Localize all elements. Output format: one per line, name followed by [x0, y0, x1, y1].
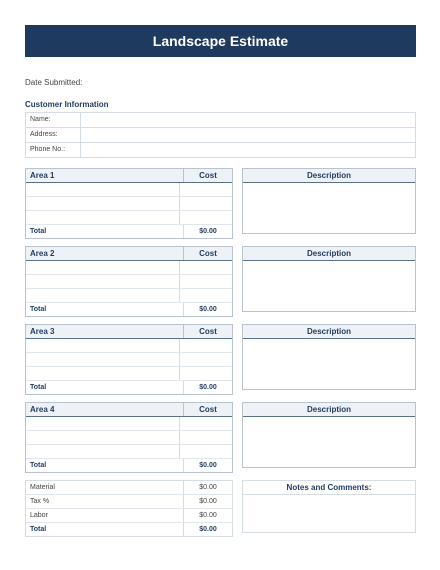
- cost-cell[interactable]: [180, 261, 232, 274]
- notes-box[interactable]: [242, 480, 416, 533]
- area-1-table: [25, 168, 233, 239]
- area-total-row: [26, 303, 232, 316]
- area-header: [26, 325, 232, 339]
- tax-label: Tax %: [26, 495, 184, 508]
- area-row: [26, 417, 232, 431]
- item-cell[interactable]: [26, 417, 180, 430]
- title-banner: [25, 25, 416, 57]
- description-header: Description: [243, 403, 415, 417]
- grand-total-value: $0.00: [199, 526, 217, 533]
- total-label: Total: [26, 459, 184, 472]
- area-name: Area 1: [26, 169, 184, 182]
- name-label: Name:: [26, 113, 81, 127]
- summary-row-material: [26, 481, 232, 495]
- area-total-row: [26, 381, 232, 394]
- area-1-description[interactable]: [242, 168, 416, 234]
- area-row: [26, 339, 232, 353]
- total-value: $0.00: [199, 306, 217, 313]
- area-name: Area 2: [26, 247, 184, 260]
- item-cell[interactable]: [26, 289, 180, 302]
- cost-cell[interactable]: [180, 339, 232, 352]
- cost-cell[interactable]: [180, 445, 232, 458]
- cost-header: Cost: [199, 327, 217, 336]
- address-label: Address:: [26, 128, 81, 142]
- area-total-row: [26, 459, 232, 472]
- item-cell[interactable]: [26, 197, 180, 210]
- area-2-description[interactable]: [242, 246, 416, 312]
- customer-row-phone: [26, 143, 415, 157]
- page-title: Landscape Estimate: [152, 33, 289, 49]
- name-field[interactable]: [81, 113, 415, 127]
- tax-value: $0.00: [199, 498, 217, 505]
- cost-cell[interactable]: [180, 275, 232, 288]
- total-label: Total: [26, 225, 184, 238]
- description-header: Description: [243, 169, 415, 183]
- total-value: $0.00: [199, 228, 217, 235]
- area-row: [26, 183, 232, 197]
- summary-row-total: [26, 523, 232, 536]
- area-row: [26, 353, 232, 367]
- cost-cell[interactable]: [180, 211, 232, 224]
- area-4-table: [25, 402, 233, 473]
- total-label: Total: [26, 381, 184, 394]
- area-header: [26, 403, 232, 417]
- area-row: [26, 261, 232, 275]
- area-2-table: [25, 246, 233, 317]
- customer-info-title: Customer Information: [25, 100, 109, 109]
- summary-table: [25, 480, 233, 537]
- area-total-row: [26, 225, 232, 238]
- notes-header: Notes and Comments:: [243, 481, 415, 495]
- material-value: $0.00: [199, 484, 217, 491]
- item-cell[interactable]: [26, 445, 180, 458]
- customer-row-name: [26, 113, 415, 128]
- date-submitted-label: Date Submitted:: [25, 78, 83, 87]
- total-value: $0.00: [199, 384, 217, 391]
- cost-cell[interactable]: [180, 197, 232, 210]
- cost-cell[interactable]: [180, 417, 232, 430]
- cost-cell[interactable]: [180, 367, 232, 380]
- area-row: [26, 367, 232, 381]
- area-row: [26, 431, 232, 445]
- description-header: Description: [243, 325, 415, 339]
- area-3-description[interactable]: [242, 324, 416, 390]
- area-row: [26, 289, 232, 303]
- item-cell[interactable]: [26, 367, 180, 380]
- area-name: Area 3: [26, 325, 184, 338]
- total-label: Total: [26, 303, 184, 316]
- area-row: [26, 211, 232, 225]
- area-row: [26, 275, 232, 289]
- item-cell[interactable]: [26, 261, 180, 274]
- cost-cell[interactable]: [180, 289, 232, 302]
- summary-row-tax: [26, 495, 232, 509]
- area-row: [26, 445, 232, 459]
- address-field[interactable]: [81, 128, 415, 142]
- description-header: Description: [243, 247, 415, 261]
- item-cell[interactable]: [26, 183, 180, 196]
- area-3-table: [25, 324, 233, 395]
- item-cell[interactable]: [26, 211, 180, 224]
- material-label: Material: [26, 481, 184, 494]
- area-header: [26, 247, 232, 261]
- area-name: Area 4: [26, 403, 184, 416]
- area-row: [26, 197, 232, 211]
- phone-label: Phone No.:: [26, 143, 81, 157]
- customer-info-table: [25, 112, 416, 158]
- cost-header: Cost: [199, 171, 217, 180]
- summary-row-labor: [26, 509, 232, 523]
- phone-field[interactable]: [81, 143, 415, 157]
- item-cell[interactable]: [26, 431, 180, 444]
- item-cell[interactable]: [26, 339, 180, 352]
- cost-cell[interactable]: [180, 353, 232, 366]
- labor-value: $0.00: [199, 512, 217, 519]
- item-cell[interactable]: [26, 353, 180, 366]
- cost-cell[interactable]: [180, 183, 232, 196]
- area-4-description[interactable]: [242, 402, 416, 468]
- cost-cell[interactable]: [180, 431, 232, 444]
- customer-row-address: [26, 128, 415, 143]
- cost-header: Cost: [199, 405, 217, 414]
- item-cell[interactable]: [26, 275, 180, 288]
- area-header: [26, 169, 232, 183]
- grand-total-label: Total: [26, 523, 184, 536]
- cost-header: Cost: [199, 249, 217, 258]
- total-value: $0.00: [199, 462, 217, 469]
- labor-label: Labor: [26, 509, 184, 522]
